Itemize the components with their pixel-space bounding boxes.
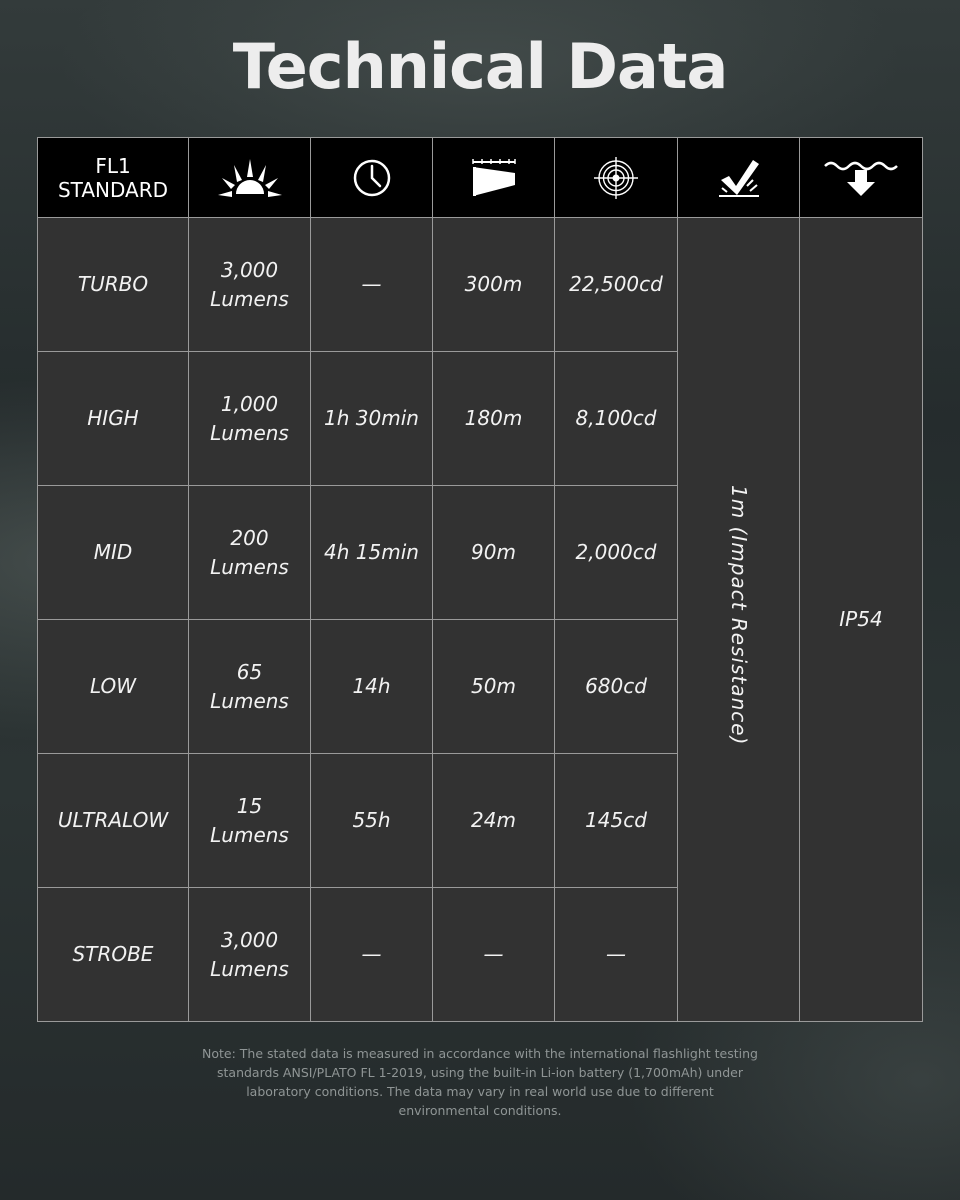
output-value: 200 [230,525,269,550]
distance-cell: 300m [433,218,555,352]
output-value: 3,000 [220,257,279,282]
mode-cell: HIGH [38,352,189,486]
output-unit: Lumens [210,420,289,445]
impact-resistance-cell [678,218,800,1022]
output-cell [189,754,311,888]
footnote: Note: The stated data is measured in accordance with the international flashlight testing standards ANSI/PLATO FL 1-2019, using the built-in Li-ion battery (1,700mAh) under laboratory conditions. The data may vary in real world use due to different environmental conditions. [202,1046,758,1118]
output-unit: Lumens [210,822,289,847]
runtime-cell: 14h [311,620,433,754]
output-cell [189,888,311,1022]
intensity-cell: — [555,888,678,1022]
header-standard [38,138,189,218]
sun-rays-icon [189,158,310,198]
output-cell [189,352,311,486]
header-intensity [555,138,678,218]
output-value: 3,000 [220,927,279,952]
technical-data-table [37,137,923,1022]
mode-cell: MID [38,486,189,620]
runtime-cell: — [311,888,433,1022]
table-header-row [38,138,923,218]
water-rating-cell [800,218,923,1022]
runtime-cell: 1h 30min [311,352,433,486]
distance-cell: 180m [433,352,555,486]
table-row [38,218,923,352]
mode-cell: ULTRALOW [38,754,189,888]
output-value: 1,000 [220,391,279,416]
intensity-cell: 22,500cd [555,218,678,352]
header-impact [678,138,800,218]
distance-cell: — [433,888,555,1022]
output-cell [189,486,311,620]
header-standard-line2: STANDARD [57,177,169,202]
output-cell [189,218,311,352]
mode-cell: STROBE [38,888,189,1022]
header-runtime [311,138,433,218]
runtime-cell: 55h [311,754,433,888]
distance-cell: 24m [433,754,555,888]
page-title: Technical Data [232,30,728,103]
header-standard-line1: FL1 [95,153,131,178]
output-unit: Lumens [210,956,289,981]
mode-cell: TURBO [38,218,189,352]
impact-check-icon [678,158,799,198]
intensity-cell: 8,100cd [555,352,678,486]
water-rating-text: IP54 [839,607,883,631]
intensity-cell: 680cd [555,620,678,754]
header-water-resistance [800,138,923,218]
runtime-cell: — [311,218,433,352]
impact-resistance-text: 1m (Impact Resistance) [727,485,751,746]
distance-cell: 50m [433,620,555,754]
beam-distance-icon [433,158,554,198]
output-unit: Lumens [210,688,289,713]
target-icon [555,157,677,199]
intensity-cell: 145cd [555,754,678,888]
intensity-cell: 2,000cd [555,486,678,620]
output-value: 15 [236,793,263,818]
header-light-output [189,138,311,218]
runtime-cell: 4h 15min [311,486,433,620]
distance-cell: 90m [433,486,555,620]
output-value: 65 [236,659,263,684]
mode-cell: LOW [38,620,189,754]
water-drop-arrow-icon [800,158,922,198]
output-unit: Lumens [210,286,289,311]
output-cell [189,620,311,754]
clock-icon [311,158,432,198]
output-unit: Lumens [210,554,289,579]
header-beam-distance [433,138,555,218]
